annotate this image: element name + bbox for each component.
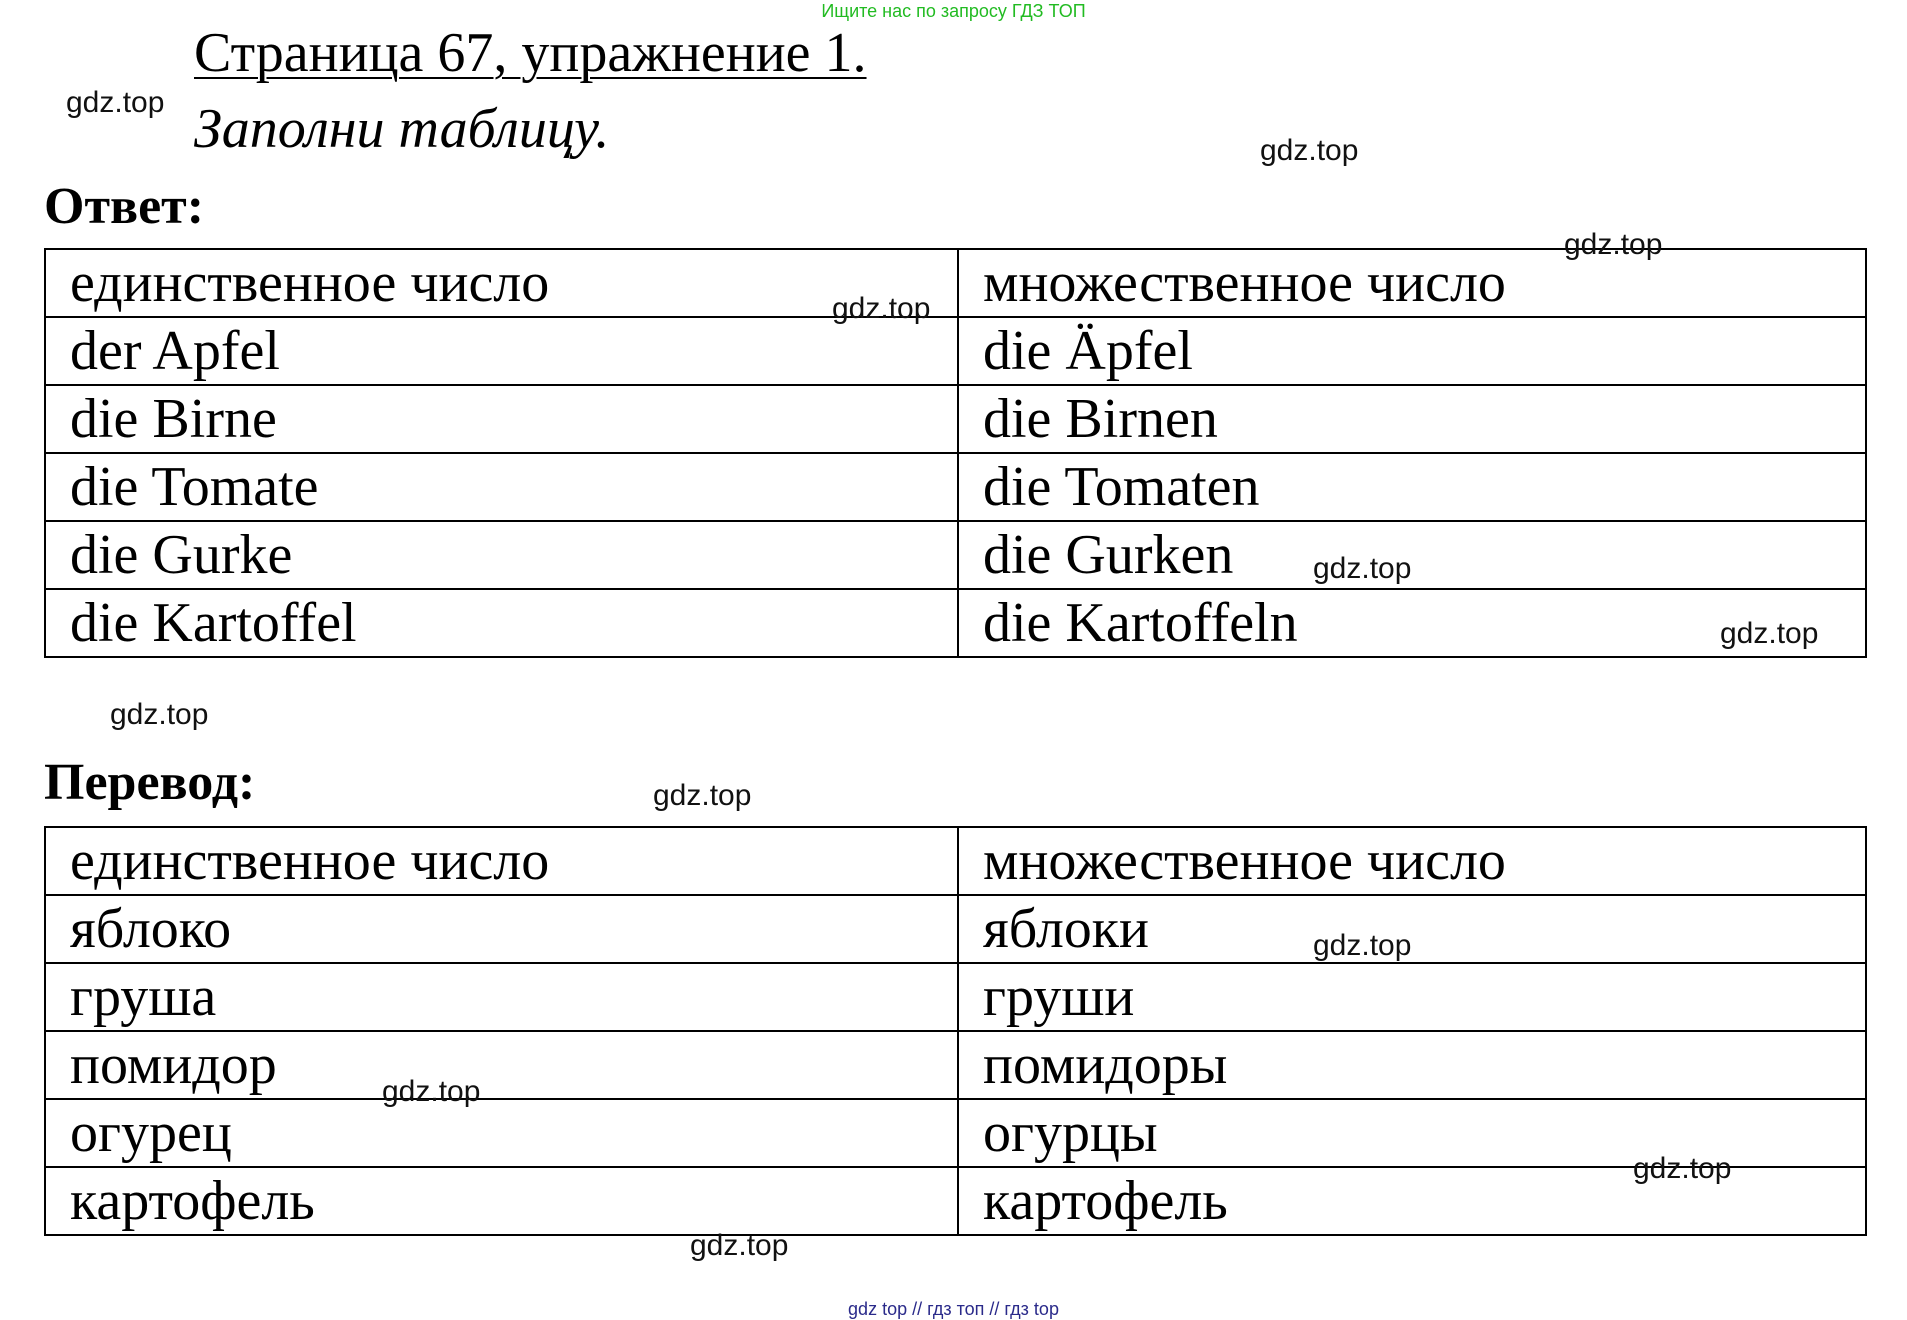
table-row bbox=[45, 1099, 1866, 1167]
table-cell: картофель bbox=[958, 1167, 1866, 1235]
watermark: gdz.top bbox=[1720, 617, 1819, 650]
table-cell: картофель bbox=[45, 1167, 958, 1235]
watermark: gdz.top bbox=[1313, 929, 1412, 962]
table-cell: яблоко bbox=[45, 895, 958, 963]
answer-heading: Ответ: bbox=[44, 178, 205, 235]
footer-note: gdz top // гдз топ // гдз top bbox=[848, 1299, 1059, 1319]
table-row bbox=[45, 385, 1866, 453]
watermark: gdz.top bbox=[382, 1075, 481, 1108]
table-cell: множественное число bbox=[958, 249, 1866, 317]
table-row bbox=[45, 589, 1866, 657]
table-cell: помидор bbox=[45, 1031, 958, 1099]
table-cell: огурцы bbox=[958, 1099, 1866, 1167]
watermark: gdz.top bbox=[1313, 552, 1412, 585]
table-cell: множественное число bbox=[958, 827, 1866, 895]
table-cell: die Birnen bbox=[958, 385, 1866, 453]
answer-table bbox=[44, 248, 1867, 658]
table-cell: груша bbox=[45, 963, 958, 1031]
table-cell: die Äpfel bbox=[958, 317, 1866, 385]
table-cell: груши bbox=[958, 963, 1866, 1031]
table-cell: die Gurken bbox=[958, 521, 1866, 589]
table-cell: die Gurke bbox=[45, 521, 958, 589]
table-row bbox=[45, 1167, 1866, 1235]
task-subtitle: Заполни таблицу. bbox=[194, 98, 610, 160]
table-row bbox=[45, 1031, 1866, 1099]
watermark: gdz.top bbox=[653, 779, 752, 812]
watermark: gdz.top bbox=[1260, 134, 1359, 167]
table-row bbox=[45, 827, 1866, 895]
table-row bbox=[45, 453, 1866, 521]
watermark: gdz.top bbox=[1633, 1152, 1732, 1185]
top-note: Ищите нас по запросу ГДЗ ТОП bbox=[821, 1, 1086, 21]
table-row bbox=[45, 963, 1866, 1031]
table-row bbox=[45, 317, 1866, 385]
watermark: gdz.top bbox=[832, 292, 931, 325]
watermark: gdz.top bbox=[66, 86, 165, 119]
watermark: gdz.top bbox=[110, 698, 209, 731]
table-cell: единственное число bbox=[45, 249, 958, 317]
table-cell: яблоки bbox=[958, 895, 1866, 963]
table-cell: помидоры bbox=[958, 1031, 1866, 1099]
translation-table bbox=[44, 826, 1867, 1236]
table-cell: единственное число bbox=[45, 827, 958, 895]
table-cell: die Kartoffel bbox=[45, 589, 958, 657]
table-cell: die Kartoffeln bbox=[958, 589, 1866, 657]
table-cell: die Birne bbox=[45, 385, 958, 453]
watermark: gdz.top bbox=[1564, 228, 1663, 261]
page-title: Страница 67, упражнение 1. bbox=[194, 22, 867, 84]
table-cell: die Tomaten bbox=[958, 453, 1866, 521]
table-cell: der Apfel bbox=[45, 317, 958, 385]
table-row bbox=[45, 895, 1866, 963]
watermark: gdz.top bbox=[690, 1229, 789, 1262]
table-cell: огурец bbox=[45, 1099, 958, 1167]
table-row bbox=[45, 521, 1866, 589]
table-cell: die Tomate bbox=[45, 453, 958, 521]
translation-heading: Перевод: bbox=[44, 754, 256, 811]
